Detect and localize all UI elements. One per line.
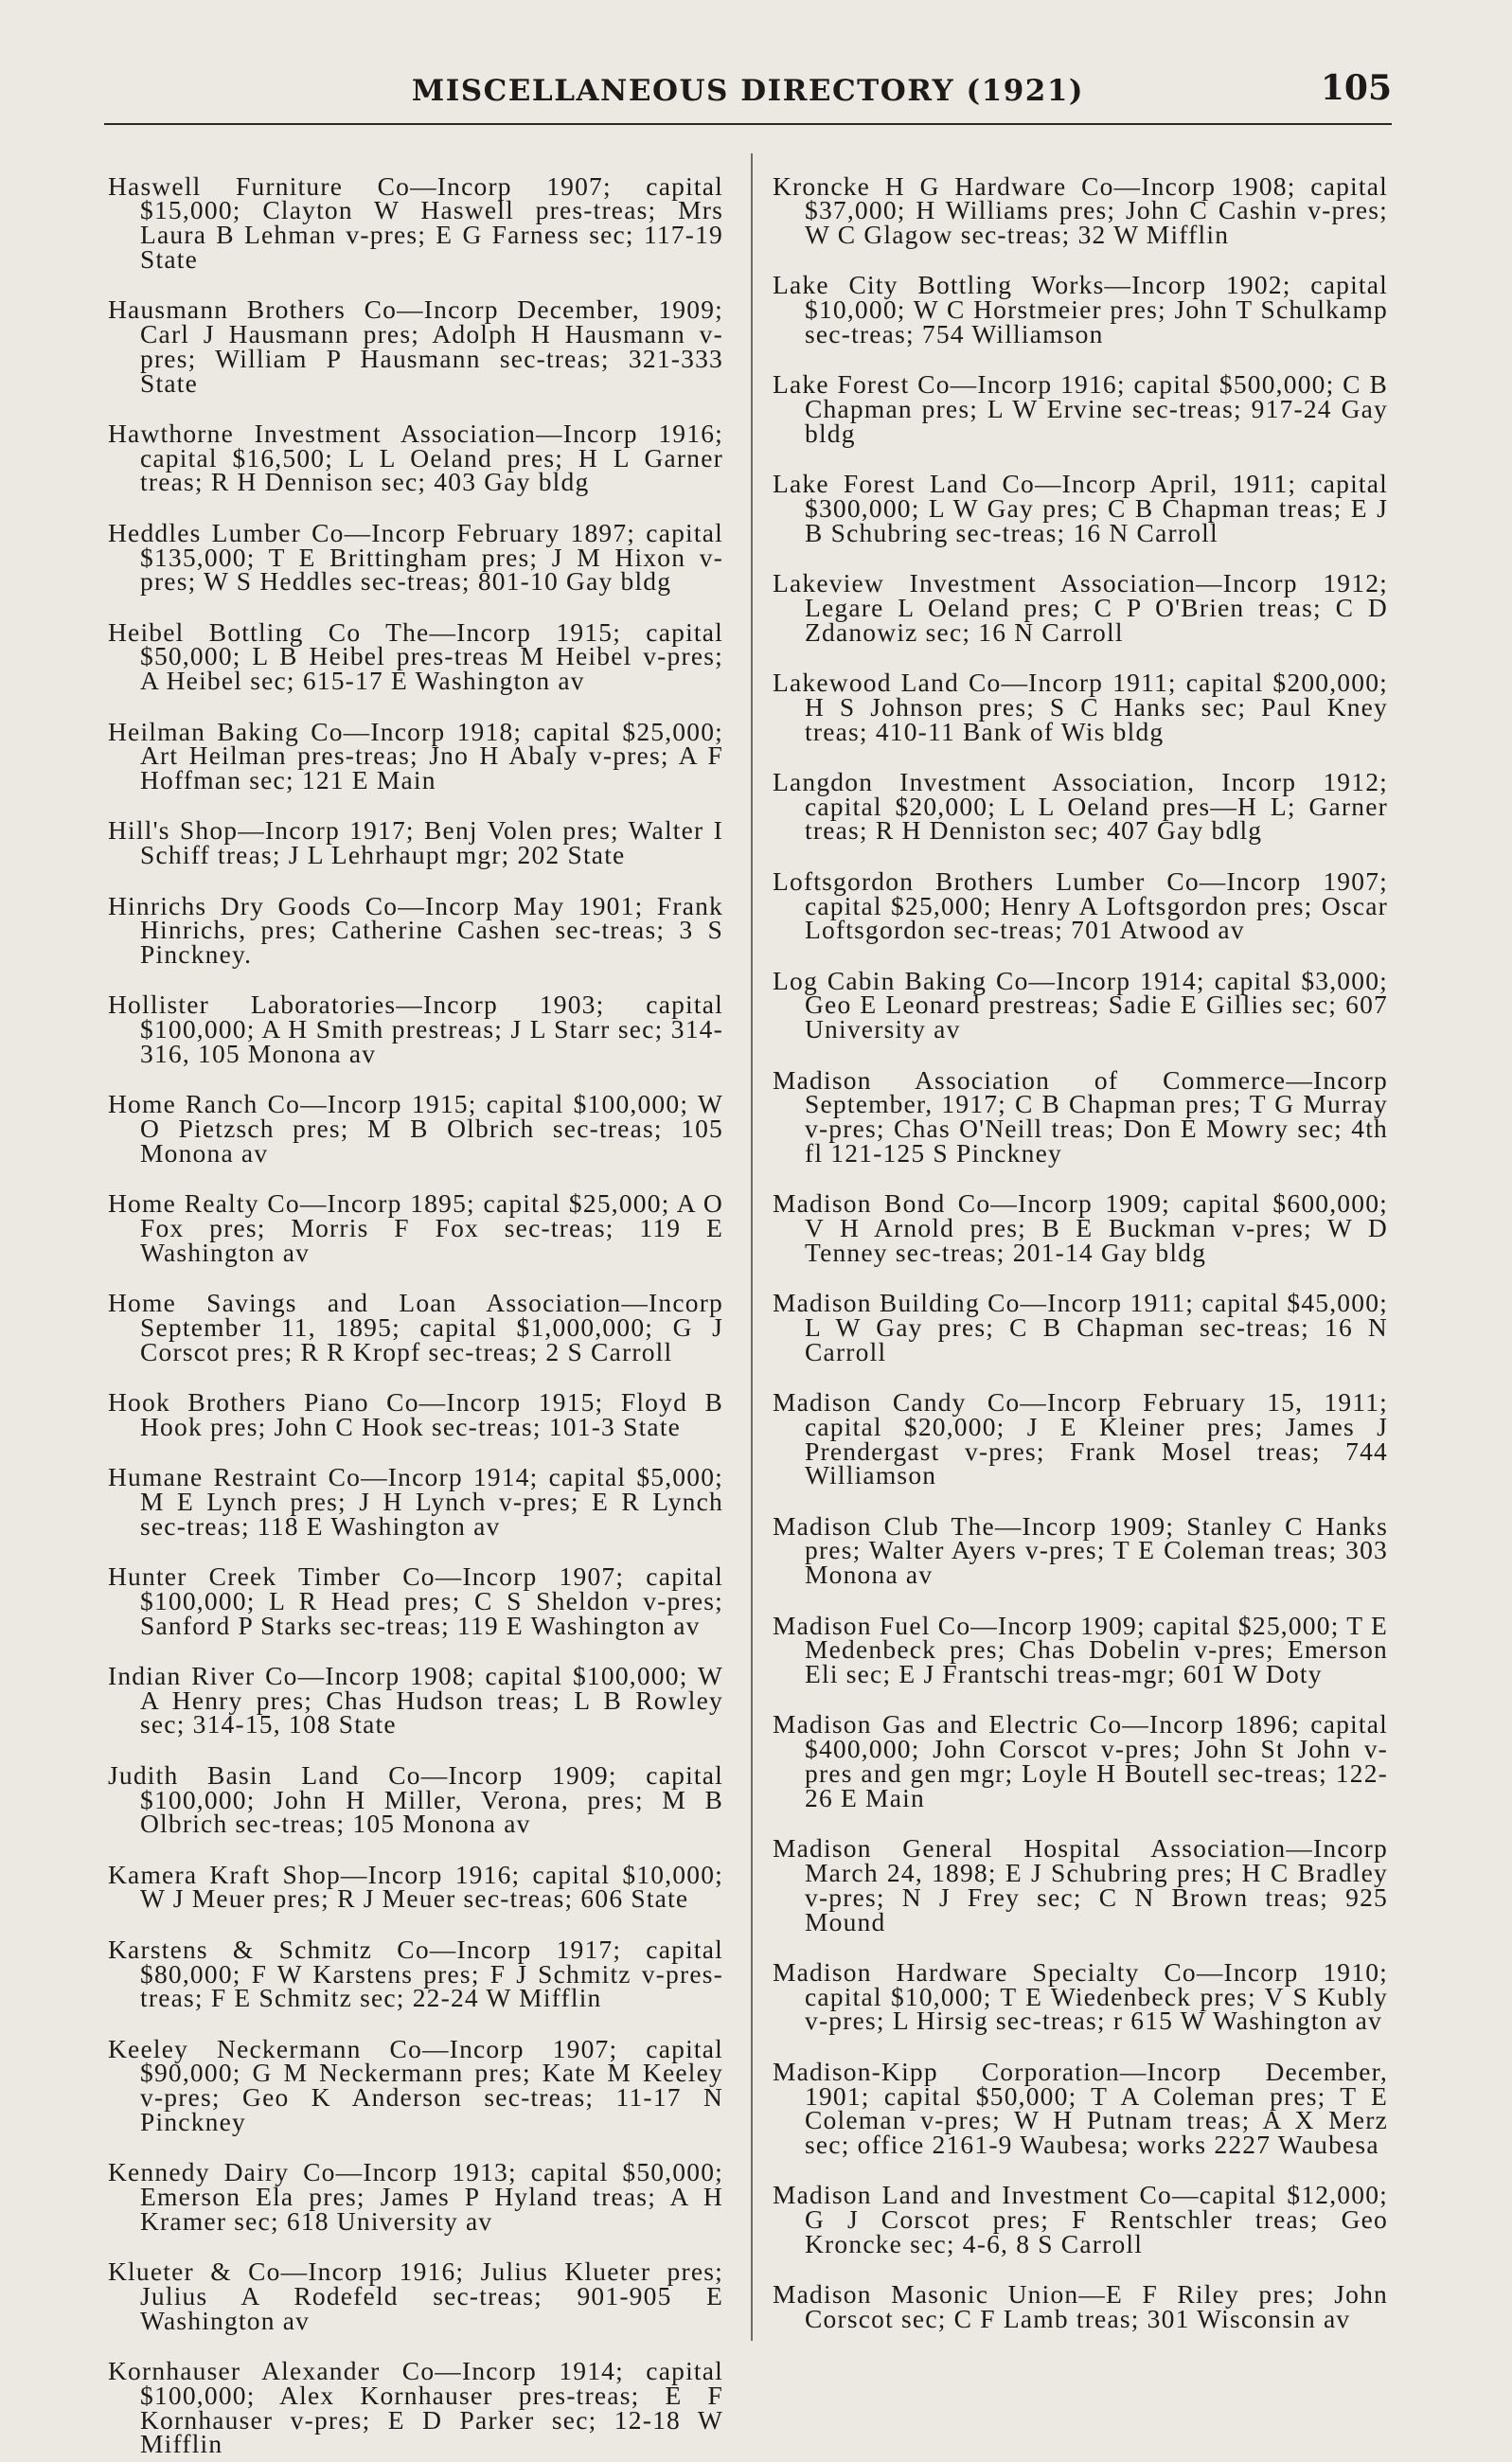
directory-entry: Hill's Shop—Incorp 1917; Benj Volen pres; Walter I Schiff treas; J L Lehrhaupt mgr; 202 State <box>108 815 723 870</box>
page-title: MISCELLANEOUS DIRECTORY (1921) <box>411 74 1085 108</box>
directory-entry: Madison-Kipp Corporation—Incorp December, 1901; capital $50,000; T A Coleman pres; T E Coleman v-pres; W H Putnam treas; A X Merz sec; office 2161-9 Waubesa; works 2227 Waubesa <box>773 2056 1388 2160</box>
directory-entry: Klueter & Co—Incorp 1916; Julius Klueter pres; Julius A Rodefeld sec-treas; 901-905 E Washington av <box>108 2257 723 2335</box>
directory-entry: Haswell Furniture Co—Incorp 1907; capital $15,000; Clayton W Haswell pres-treas; Mrs Laura B Lehman v-pres; E G Farness sec; 117-19 State <box>108 170 723 274</box>
directory-entry: Madison Masonic Union—E F Riley pres; John Corscot sec; C F Lamb treas; 301 Wisconsin av <box>773 2279 1388 2334</box>
directory-entry: Lakeview Investment Association—Incorp 1912; Legare L Oeland pres; C P O'Brien treas; C D Zdanowiz sec; 16 N Carroll <box>773 568 1388 647</box>
directory-entry: Karstens & Schmitz Co—Incorp 1917; capital $80,000; F W Karstens pres; F J Schmitz v-pres-treas; F E Schmitz sec; 22-24 W Mifflin <box>108 1934 723 2013</box>
directory-entry: Hausmann Brothers Co—Incorp December, 1909; Carl J Hausmann pres; Adolph H Hausmann v-pres; William P Hausmann sec-treas; 321-333 State <box>108 294 723 398</box>
directory-entry: Madison Hardware Specialty Co—Incorp 1910; capital $10,000; T E Wiedenbeck pres; V S Kubly v-pres; L Hirsig sec-treas; r 615 W Washington av <box>773 1956 1388 2036</box>
directory-entry: Kamera Kraft Shop—Incorp 1916; capital $10,000; W J Meuer pres; R J Meuer sec-treas; 606 State <box>108 1859 723 1914</box>
right-column <box>773 148 1388 2337</box>
directory-entry: Madison Club The—Incorp 1909; Stanley C Hanks pres; Walter Ayers v-pres; T E Coleman treas; 303 Monona av <box>773 1510 1388 1590</box>
directory-entry: Keeley Neckermann Co—Incorp 1907; capital $90,000; G M Neckermann pres; Kate M Keeley v-pres; Geo K Anderson sec-treas; 11-17 N Pinckney <box>108 2033 723 2137</box>
column-divider <box>751 153 753 2341</box>
directory-entry: Madison Association of Commerce—Incorp September, 1917; C B Chapman pres; T G Murray v-pres; Chas O'Neill treas; Don E Mowry sec; 4th fl 121-125 S Pinckney <box>773 1064 1388 1168</box>
header-rule <box>104 123 1392 125</box>
directory-entry: Madison Candy Co—Incorp February 15, 1911; capital $20,000; J E Kleiner pres; James J Prendergast v-pres; Frank Mosel treas; 744 Williamson <box>773 1386 1388 1490</box>
page-header <box>104 68 1392 125</box>
directory-entry: Lake City Bottling Works—Incorp 1902; capital $10,000; W C Horstmeier pres; John T Schulkamp sec-treas; 754 Williamson <box>773 270 1388 348</box>
directory-entry: Home Ranch Co—Incorp 1915; capital $100,000; W O Pietzsch pres; M B Olbrich sec-treas; 105 Monona av <box>108 1089 723 1168</box>
directory-entry: Kennedy Dairy Co—Incorp 1913; capital $50,000; Emerson Ela pres; James P Hyland treas; A H Kramer sec; 618 University av <box>108 2157 723 2236</box>
directory-entry: Hunter Creek Timber Co—Incorp 1907; capital $100,000; L R Head pres; C S Sheldon v-pres; Sanford P Starks sec-treas; 119 E Washington av <box>108 1561 723 1640</box>
directory-entry: Judith Basin Land Co—Incorp 1909; capital $100,000; John H Miller, Verona, pres; M B Olbrich sec-treas; 105 Monona av <box>108 1759 723 1839</box>
directory-entry: Lake Forest Land Co—Incorp April, 1911; capital $300,000; L W Gay pres; C B Chapman treas; E J B Schubring sec-treas; 16 N Carroll <box>773 469 1388 547</box>
directory-entry: Heilman Baking Co—Incorp 1918; capital $25,000; Art Heilman pres-treas; Jno H Abaly v-pres; A F Hoffman sec; 121 E Main <box>108 716 723 795</box>
directory-entry: Home Savings and Loan Association—Incorp September 11, 1895; capital $1,000,000; G J Corscot pres; R R Kropf sec-treas; 2 S Carroll <box>108 1288 723 1366</box>
directory-entry: Loftsgordon Brothers Lumber Co—Incorp 1907; capital $25,000; Henry A Loftsgordon pres; Oscar Loftsgordon sec-treas; 701 Atwood av <box>773 865 1388 945</box>
directory-entry: Hinrichs Dry Goods Co—Incorp May 1901; Frank Hinrichs, pres; Catherine Cashen sec-treas; 3 S Pinckney. <box>108 890 723 970</box>
directory-entry: Lakewood Land Co—Incorp 1911; capital $200,000; H S Johnson pres; S C Hanks sec; Paul Kney treas; 410-11 Bank of Wis bldg <box>773 667 1388 746</box>
directory-entry: Hawthorne Investment Association—Incorp 1916; capital $16,500; L L Oeland pres; H L Garner treas; R H Dennison sec; 403 Gay bldg <box>108 418 723 497</box>
left-column <box>108 148 723 2462</box>
directory-entry: Lake Forest Co—Incorp 1916; capital $500,000; C B Chapman pres; L W Ervine sec-treas; 917-24 Gay bldg <box>773 369 1388 448</box>
directory-entry: Hook Brothers Piano Co—Incorp 1915; Floyd B Hook pres; John C Hook sec-treas; 101-3 State <box>108 1386 723 1441</box>
directory-entry: Madison Land and Investment Co—capital $12,000; G J Corscot pres; F Rentschler treas; Geo Kroncke sec; 4-6, 8 S Carroll <box>773 2180 1388 2258</box>
directory-entry: Log Cabin Baking Co—Incorp 1914; capital $3,000; Geo E Leonard prestreas; Sadie E Gillies sec; 607 University av <box>773 965 1388 1044</box>
directory-entry: Kroncke H G Hardware Co—Incorp 1908; capital $37,000; H Williams pres; John C Cashin v-pres; W C Glagow sec-treas; 32 W Mifflin <box>773 170 1388 250</box>
directory-entry: Langdon Investment Association, Incorp 1912; capital $20,000; L L Oeland pres—H L; Garner treas; R H Denniston sec; 407 Gay bdlg <box>773 766 1388 846</box>
directory-entry: Indian River Co—Incorp 1908; capital $100,000; W A Henry pres; Chas Hudson treas; L B Rowley sec; 314-15, 108 State <box>108 1660 723 1739</box>
page-number: 105 <box>1320 68 1392 108</box>
directory-entry: Madison Building Co—Incorp 1911; capital $45,000; L W Gay pres; C B Chapman sec-treas; 16 N Carroll <box>773 1288 1388 1366</box>
directory-entry: Heibel Bottling Co The—Incorp 1915; capital $50,000; L B Heibel pres-treas M Heibel v-pres; A Heibel sec; 615-17 E Washington av <box>108 616 723 696</box>
directory-entry: Home Realty Co—Incorp 1895; capital $25,000; A O Fox pres; Morris F Fox sec-treas; 119 E Washington av <box>108 1188 723 1267</box>
directory-entry: Madison General Hospital Association—Incorp March 24, 1898; E J Schubring pres; H C Bradley v-pres; N J Frey sec; C N Brown treas; 925 Mound <box>773 1833 1388 1936</box>
directory-entry: Heddles Lumber Co—Incorp February 1897; capital $135,000; T E Brittingham pres; J M Hixon v-pres; W S Heddles sec-treas; 801-10 Gay bldg <box>108 517 723 597</box>
directory-entry: Madison Fuel Co—Incorp 1909; capital $25,000; T E Medenbeck pres; Chas Dobelin v-pres; Emerson Eli sec; E J Frantschi treas-mgr; 601 W Doty <box>773 1610 1388 1689</box>
directory-entry: Kornhauser Alexander Co—Incorp 1914; capital $100,000; Alex Kornhauser pres-treas; E F Kornhauser v-pres; E D Parker sec; 12-18 W Mifflin <box>108 2356 723 2459</box>
directory-entry: Madison Bond Co—Incorp 1909; capital $600,000; V H Arnold pres; B E Buckman v-pres; W D Tenney sec-treas; 201-14 Gay bldg <box>773 1188 1388 1267</box>
directory-entry: Humane Restraint Co—Incorp 1914; capital $5,000; M E Lynch pres; J H Lynch v-pres; E R Lynch sec-treas; 118 E Washington av <box>108 1462 723 1541</box>
directory-entry: Madison Gas and Electric Co—Incorp 1896; capital $400,000; John Corscot v-pres; John St John v-pres and gen mgr; Loyle H Boutell sec-treas; 122-26 E Main <box>773 1709 1388 1812</box>
directory-entry: Hollister Laboratories—Incorp 1903; capital $100,000; A H Smith prestreas; J L Starr sec; 314-316, 105 Monona av <box>108 990 723 1069</box>
